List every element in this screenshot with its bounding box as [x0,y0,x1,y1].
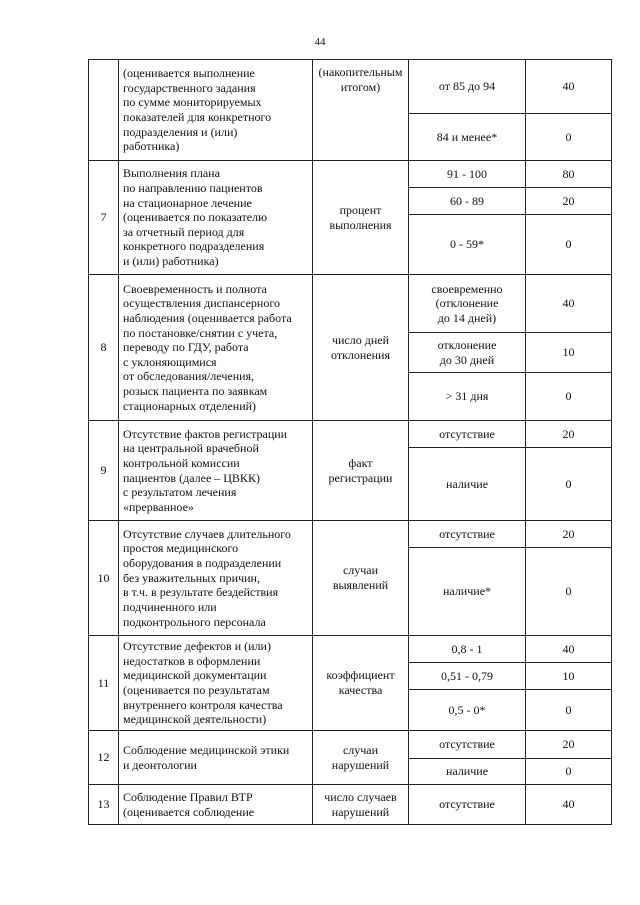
score-cell: 0 [526,215,612,275]
measurement-unit: случаи нарушений [313,731,409,785]
condition-cell: 60 - 89 [409,188,526,215]
table-row [89,275,612,333]
criterion-description: Соблюдение медицинской этики и деонтологии [119,731,313,785]
table-row [89,161,612,188]
score-cell: 0 [526,548,612,636]
condition-cell: наличие [409,759,526,785]
score-cell: 20 [526,188,612,215]
condition-cell: отсутствие [409,731,526,759]
score-cell: 0 [526,114,612,161]
measurement-unit: (накопительным итогом) [313,60,409,161]
row-number: 7 [89,161,119,275]
row-number: 11 [89,636,119,731]
measurement-unit: число дней отклонения [313,275,409,421]
row-number: 8 [89,275,119,421]
condition-cell: 91 - 100 [409,161,526,188]
score-cell: 0 [526,373,612,421]
condition-cell: 84 и менее* [409,114,526,161]
score-cell: 20 [526,521,612,548]
condition-cell: наличие [409,448,526,521]
criterion-description: Выполнения плана по направлению пациентов на стационарное лечение (оценивается по показателю за отчетный период для конкретного подразделения и (или) работника) [119,161,313,275]
row-number [89,60,119,161]
table-row [89,521,612,548]
condition-cell: 0,8 - 1 [409,636,526,663]
table-row [89,785,612,825]
row-number: 13 [89,785,119,825]
criteria-table [88,59,612,825]
score-cell: 10 [526,333,612,373]
row-number: 10 [89,521,119,636]
score-cell: 20 [526,421,612,448]
condition-cell: > 31 дня [409,373,526,421]
score-cell: 40 [526,275,612,333]
table-row [89,731,612,759]
row-number: 12 [89,731,119,785]
page-number: 44 [314,36,326,48]
score-cell: 10 [526,663,612,690]
table-row [89,636,612,663]
score-cell: 40 [526,636,612,663]
condition-cell: своевременно (отклонение до 14 дней) [409,275,526,333]
score-cell: 0 [526,448,612,521]
criterion-description: Своевременность и полнота осуществления диспансерного наблюдения (оценивается работа по постановке/снятии с учета, переводу по ГДУ, работа с уклоняющимися от обследования/лечения, розыск пациента по заявкам стационарных отделений) [119,275,313,421]
score-cell: 0 [526,690,612,731]
score-cell: 0 [526,759,612,785]
score-cell: 40 [526,785,612,825]
condition-cell: от 85 до 94 [409,60,526,114]
condition-cell: отклонение до 30 дней [409,333,526,373]
condition-cell: 0,5 - 0* [409,690,526,731]
criterion-description: Отсутствие случаев длительного простоя медицинского оборудования в подразделении без уважительных причин, в т.ч. в результате бездействия подчиненного или подконтрольного персонала [119,521,313,636]
measurement-unit: случаи выявлений [313,521,409,636]
row-number: 9 [89,421,119,521]
criterion-description: Соблюдение Правил ВТР (оценивается соблюдение [119,785,313,825]
score-cell: 20 [526,731,612,759]
table-row [89,421,612,448]
condition-cell: отсутствие [409,521,526,548]
score-cell: 80 [526,161,612,188]
score-cell: 40 [526,60,612,114]
table-row [89,60,612,114]
measurement-unit: коэффициент качества [313,636,409,731]
criterion-description: Отсутствие дефектов и (или) недостатков в оформлении медицинской документации (оценивается по результатам внутреннего контроля качества медицинской деятельности) [119,636,313,731]
condition-cell: отсутствие [409,421,526,448]
criterion-description: (оценивается выполнение государственного задания по сумме мониторируемых показателей для конкретного подразделения и (или) работника) [119,60,313,161]
measurement-unit: число случаев нарушений [313,785,409,825]
condition-cell: наличие* [409,548,526,636]
condition-cell: 0 - 59* [409,215,526,275]
measurement-unit: факт регистрации [313,421,409,521]
condition-cell: отсутствие [409,785,526,825]
measurement-unit: процент выполнения [313,161,409,275]
criterion-description: Отсутствие фактов регистрации на центральной врачебной контрольной комиссии пациентов (далее – ЦВКК) с результатом лечения «прерванное» [119,421,313,521]
condition-cell: 0,51 - 0,79 [409,663,526,690]
